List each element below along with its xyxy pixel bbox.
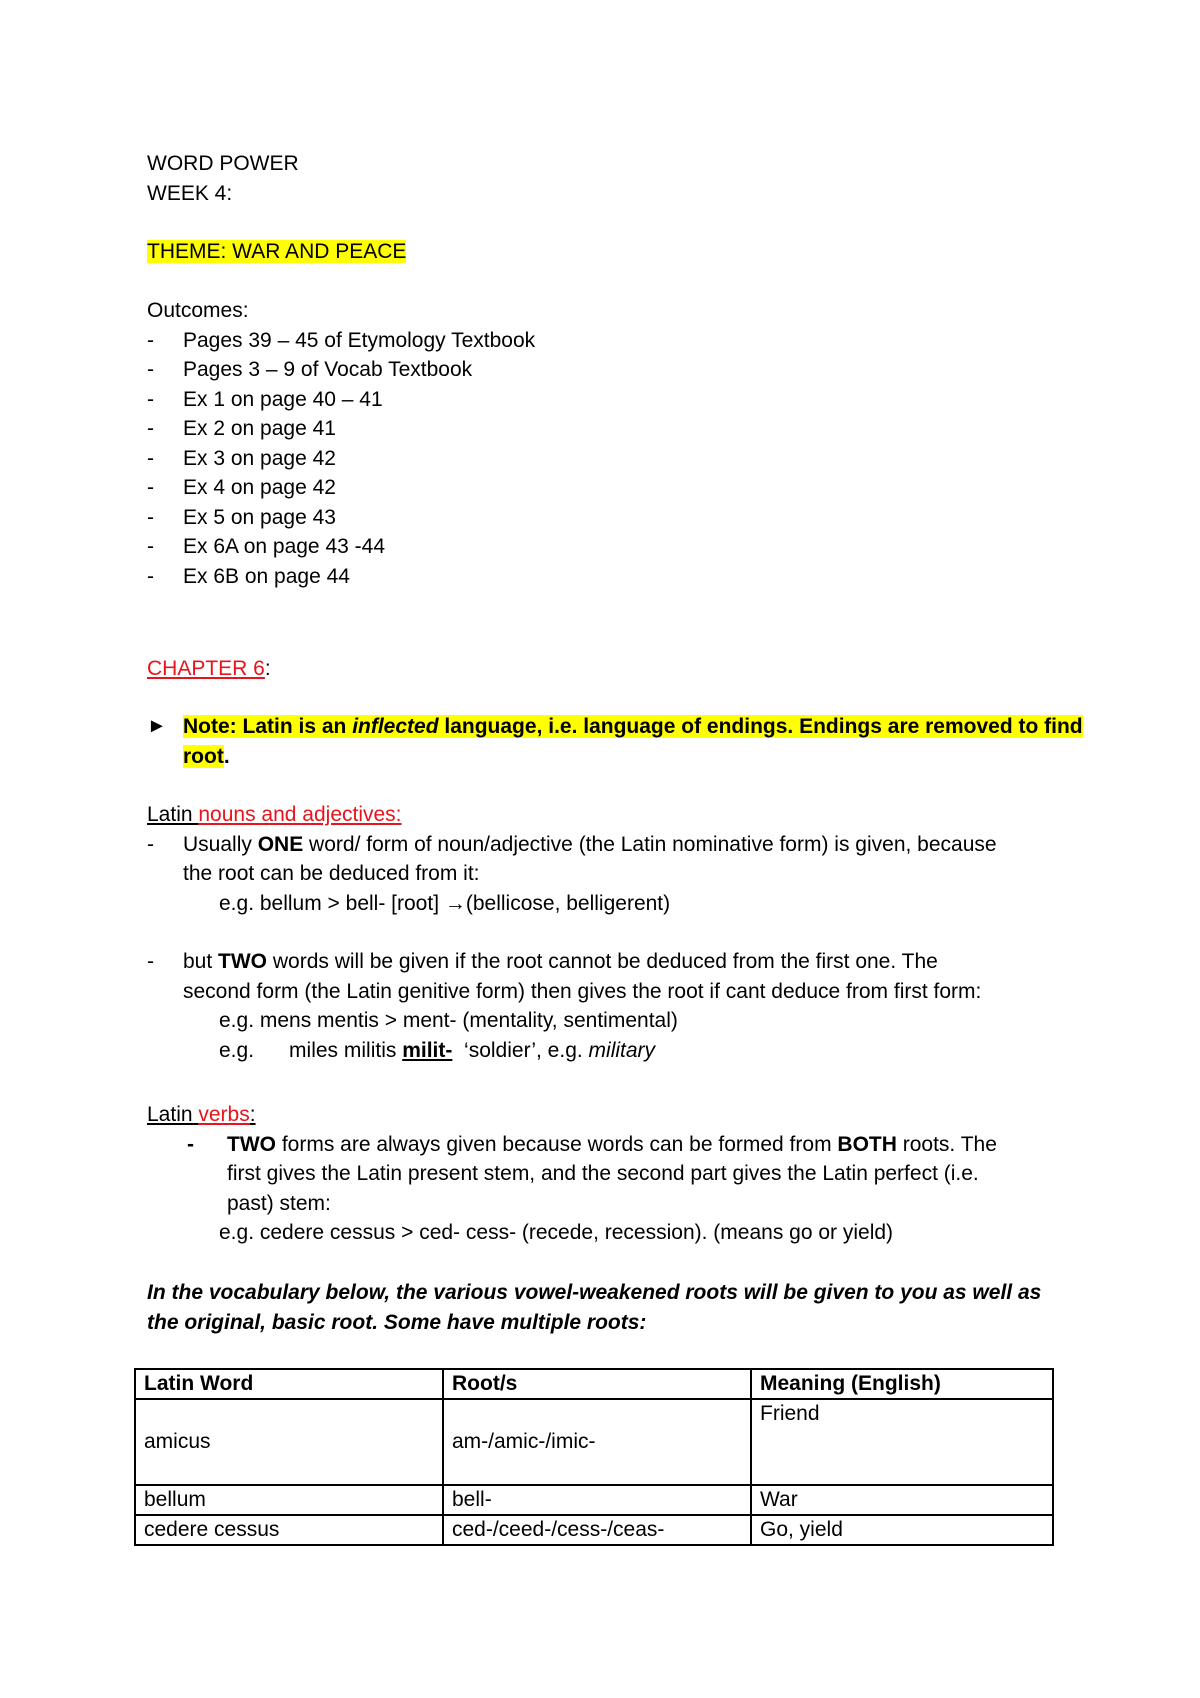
verbs-section <box>147 1100 997 1248</box>
table-row <box>135 1399 1053 1485</box>
verbs-heading: Latin verbs: <box>147 1103 256 1126</box>
vocab-table <box>134 1368 1054 1546</box>
list-item: - Pages 3 – 9 of Vocab Textbook <box>147 358 473 381</box>
theme-label: THEME: WAR AND PEACE <box>147 240 407 263</box>
list-item: - Ex 6A on page 43 -44 <box>147 535 385 558</box>
vocab-intro: In the vocabulary below, the various vowel-weakened roots will be given to you as well as the original, basic root. Some have multiple roots: <box>147 1281 1042 1334</box>
column-header: Root/s <box>443 1369 751 1399</box>
triangle-bullet-icon: ► <box>147 715 167 737</box>
list-item: - Pages 39 – 45 of Etymology Textbook <box>147 328 536 352</box>
list-item: - TWO forms are always given because words can be formed from BOTH roots. The first gives the Latin present stem, and the second part gives the Latin perfect (i.e. past) stem: <box>187 1132 997 1215</box>
list-item: - but TWO words will be given if the root cannot be deduced from the first one. The second form (the Latin genitive form) then gives the root if cant deduce from first form: <box>147 950 982 1003</box>
list-item: - Ex 6B on page 44 <box>147 564 350 588</box>
week-label: WEEK 4: <box>147 181 233 205</box>
example-line: e.g. mens mentis > ment- (mentality, sentimental) <box>219 1009 678 1032</box>
list-item: - Ex 5 on page 43 <box>147 505 336 529</box>
table-header-row <box>135 1369 1053 1399</box>
table-cell: bell- <box>443 1485 751 1515</box>
nouns-section <box>147 800 997 1065</box>
list-item: - Ex 4 on page 42 <box>147 476 336 499</box>
outcomes-heading: Outcomes: <box>147 299 249 322</box>
list-item: - Usually ONE word/ form of noun/adjective (the Latin nominative form) is given, because the root can be deduced from it: <box>147 832 997 885</box>
example-line: e.g. bellum > bell- [root] →(bellicose, belligerent) <box>219 891 671 915</box>
column-header: Meaning (English) <box>751 1369 1053 1399</box>
list-item: - Ex 2 on page 41 <box>147 417 336 440</box>
list-item: - Ex 3 on page 42 <box>147 446 336 470</box>
header <box>147 149 406 267</box>
document-title: WORD POWER <box>147 152 299 175</box>
table-cell: amicus <box>135 1399 443 1485</box>
list-item: - Ex 1 on page 40 – 41 <box>147 387 383 411</box>
outcomes-section <box>147 296 535 591</box>
chapter-heading: CHAPTER 6: <box>147 657 271 680</box>
table-row <box>135 1485 1053 1515</box>
table-cell: am-/amic-/imic- <box>443 1399 751 1485</box>
table-cell: Go, yield <box>751 1515 1053 1545</box>
table-cell: Friend <box>751 1399 1053 1485</box>
table-cell: bellum <box>135 1485 443 1515</box>
table-cell: ced-/ceed-/cess-/ceas- <box>443 1515 751 1545</box>
example-line: e.g. cedere cessus > ced- cess- (recede, recession). (means go or yield) <box>219 1221 894 1244</box>
outcomes-list <box>147 326 535 592</box>
example-line: e.g. miles militis milit- ‘soldier’, e.g. military <box>219 1038 656 1062</box>
table-cell: War <box>751 1485 1053 1515</box>
table-row <box>135 1515 1053 1545</box>
column-header: Latin Word <box>135 1369 443 1399</box>
table-cell: cedere cessus <box>135 1515 443 1545</box>
nouns-heading: Latin nouns and adjectives: <box>147 803 402 826</box>
note-callout: ► Note: Latin is an inflected language, i.e. language of endings. Endings are removed to find root. <box>147 712 1087 771</box>
